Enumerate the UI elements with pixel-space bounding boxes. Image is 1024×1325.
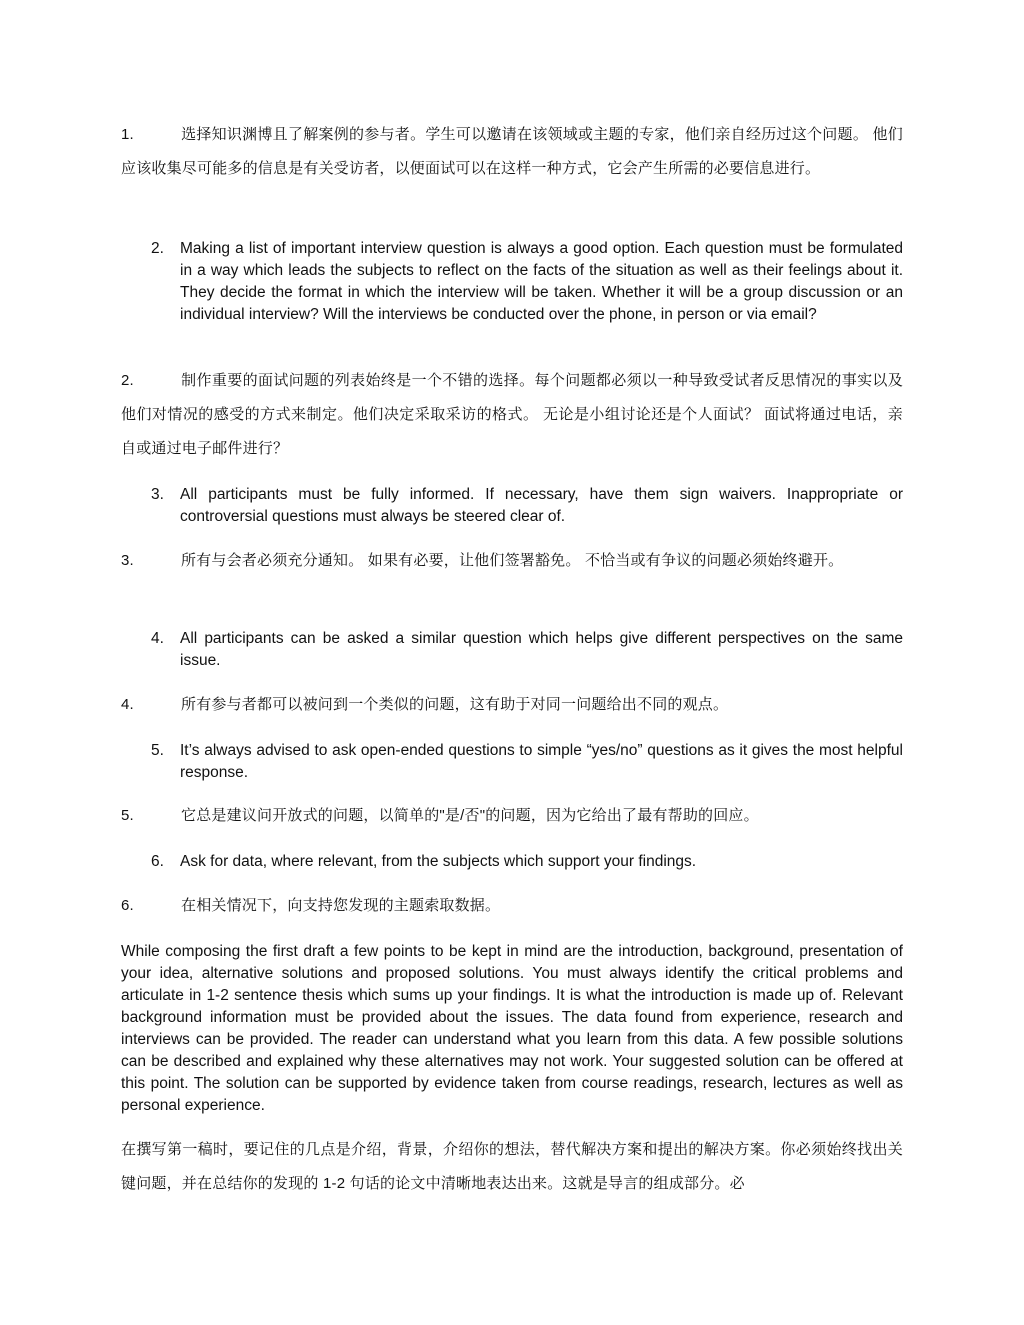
en-item-text: All participants can be asked a similar question which helps give different perspectives on the same issue. xyxy=(180,630,903,669)
zh-item-number: 4. xyxy=(121,696,134,713)
en-item-3 xyxy=(121,484,903,528)
zh-item-1 xyxy=(121,118,903,186)
zh-item-6 xyxy=(121,889,903,923)
en-item-text: All participants must be fully informed. If necessary, have them sign waivers. Inappropriate or controversial questions must always be steered clear of. xyxy=(180,486,903,525)
en-item-number: 4. xyxy=(151,630,164,647)
en-item-5 xyxy=(121,740,903,784)
en-item-6 xyxy=(121,851,903,873)
en-item-number: 3. xyxy=(151,486,164,503)
zh-item-number: 2. xyxy=(121,372,134,389)
closing-paragraph-zh: 在撰写第一稿时，要记住的几点是介绍，背景，介绍你的想法，替代解决方案和提出的解决方案。你必须始终找出关键问题，并在总结你的发现的 1-2 句话的论文中清晰地表达出来。这就是导言的组成部分。必 xyxy=(121,1141,903,1192)
closing-paragraph-en: While composing the first draft a few points to be kept in mind are the introduction, background, presentation of your idea, alternative solutions and proposed solutions. You must always identify the critical problems and articulate in 1-2 sentence thesis which sums up your findings. It is what the introduction is made up of. Relevant background information must be provided about the issues. The data found from experience, research and interviews can be provided. The reader can understand what you learn from this data. A few possible solutions can be described and explained why these alternatives may not work. Your suggested solution can be offered at this point. The solution can be supported by evidence taken from course readings, research, lectures as well as personal experience. xyxy=(121,943,903,1114)
zh-item-text: 选择知识渊博且了解案例的参与者。学生可以邀请在该领域或主题的专家，他们亲自经历过这个问题。 他们应该收集尽可能多的信息是有关受访者，以便面试可以在这样一种方式，它会产生所需的必要信息进行。 xyxy=(121,126,903,177)
zh-item-number: 3. xyxy=(121,552,134,569)
en-item-text: It’s always advised to ask open-ended questions to simple “yes/no” questions as it gives the most helpful response. xyxy=(180,742,903,781)
zh-item-text: 制作重要的面试问题的列表始终是一个不错的选择。每个问题都必须以一种导致受试者反思情况的事实以及他们对情况的感受的方式来制定。他们决定采取采访的格式。 无论是小组讨论还是个人面试？ 面试将通过电话，亲自或通过电子邮件进行？ xyxy=(121,372,903,457)
zh-item-number: 6. xyxy=(121,897,134,914)
en-item-text: Making a list of important interview question is always a good option. Each question must be formulated in a way which leads the subjects to reflect on the facts of the situation as well as their feelings about it. They decide the format in which the interview will be taken. Whether it will be a group discussion or an individual interview? Will the interviews be conducted over the phone, in person or via email? xyxy=(180,240,903,323)
en-item-text: Ask for data, where relevant, from the subjects which support your findings. xyxy=(180,853,697,870)
zh-item-2 xyxy=(121,364,903,466)
en-item-number: 5. xyxy=(151,742,164,759)
zh-item-number: 5. xyxy=(121,807,134,824)
en-item-number: 6. xyxy=(151,853,164,870)
zh-item-4 xyxy=(121,688,903,722)
zh-item-3 xyxy=(121,544,903,578)
zh-item-text: 它总是建议问开放式的问题，以简单的"是/否"的问题，因为它给出了最有帮助的回应。 xyxy=(181,807,759,824)
zh-item-text: 在相关情况下，向支持您发现的主题索取数据。 xyxy=(181,897,501,914)
en-item-2 xyxy=(121,238,903,326)
zh-item-text: 所有与会者必须充分通知。 如果有必要，让他们签署豁免。 不恰当或有争议的问题必须始终避开。 xyxy=(181,552,844,569)
zh-item-number: 1. xyxy=(121,126,134,143)
en-item-4 xyxy=(121,628,903,672)
zh-item-5 xyxy=(121,799,903,833)
zh-item-text: 所有参与者都可以被问到一个类似的问题，这有助于对同一问题给出不同的观点。 xyxy=(181,696,729,713)
en-item-number: 2. xyxy=(151,240,164,257)
